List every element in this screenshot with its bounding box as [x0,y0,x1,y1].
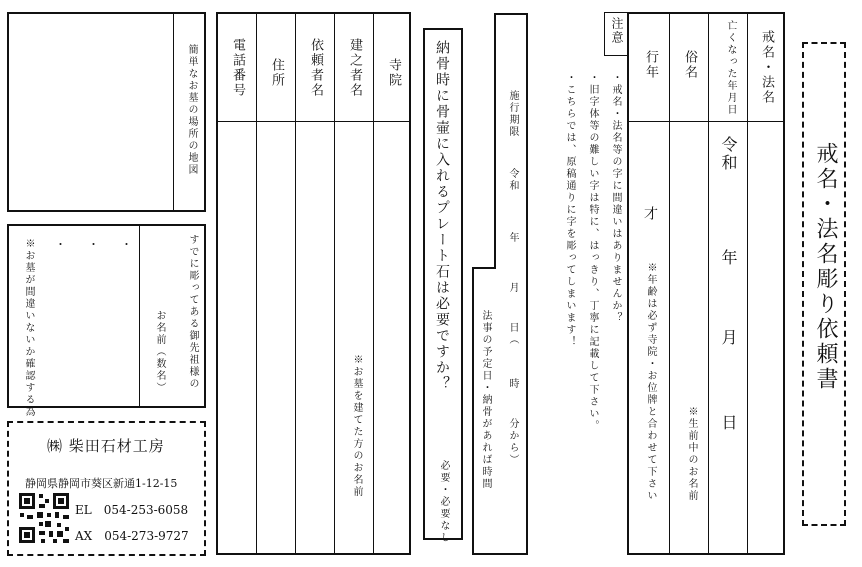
death-date-year: 年 [719,249,738,265]
zokumyo-header: 俗名 [682,50,697,80]
period-hour: 時 [507,378,518,390]
kaimyo-header: 戒名・法名 [759,30,774,105]
map-box [7,12,206,212]
qr-code-icon [17,491,71,545]
builder-header: 建之者名 [347,38,362,98]
period-label: 施行期限 [507,90,518,138]
info-table [216,12,411,555]
death-date-month: 月 [719,329,738,345]
company-name: ㈱ 柴田石材工房 [47,437,165,455]
death-date-day: 日 [719,414,738,430]
gyonen-header: 行年 [643,50,658,80]
ancestors-note: ※お墓が間違いないか確認する為 [23,238,34,418]
period-note: 法事の予定日・納骨があれば時間 [480,310,491,490]
name-note: ※生前中のお名前 [686,406,697,502]
period-reiwa: 令和 [507,168,518,192]
notice-label: 注意 [610,17,624,45]
age-unit: 才 [642,206,658,220]
company-box [7,421,206,556]
notice-line-3: ・こちらでは、原稿通りに字を彫ってしまいます！ [564,72,575,348]
notice-line-2: ・旧字体等の難しい字は特に、はっきり、丁寧に記載して下さい。 [587,72,598,432]
ancestors-box [7,224,206,418]
plate-box [423,28,463,544]
ancestors-label-2: お名前（数名） [154,310,165,394]
temple-header: 寺院 [386,58,401,88]
death-date-reiwa: 令和 [719,136,738,172]
ancestors-label: すでに彫ってある御先祖様の [187,234,198,390]
death-date-header: 亡くなった年月日 [725,20,736,116]
plate-answer: 必要・必要なし [438,460,449,544]
plate-question: 納骨時に骨壷に入れるプレート石は必要ですか？ [434,40,450,392]
kaimyo-table [627,12,785,555]
age-note: ※年齢は必ず寺院・お位牌と合わせて下さい [645,262,656,502]
map-label: 簡単なお墓の場所の地図 [186,44,197,176]
notice-label-box [604,12,628,56]
title-box [802,42,846,526]
company-address: 静岡県静岡市葵区新通1-12-15 [25,477,178,490]
requester-header: 依頼者名 [308,38,323,98]
period-month: 月 [507,282,518,294]
period-year: 年 [507,232,518,244]
ancestors-dots: ・ ・ ・ [55,238,132,251]
form-title: 戒名・法名彫り依頼書 [813,142,838,392]
builder-note: ※お墓を建てた方のお名前 [351,354,362,498]
company-tel: EL 054-253-6058 [75,503,189,517]
phone-header: 電話番号 [230,38,245,98]
period-minute: 分から） [507,418,518,466]
period-day: 日（ [507,322,518,346]
notice-line-1: ・戒名・法名等の字に間違いはありませんか？ [610,72,621,324]
address-header: 住所 [269,58,284,88]
company-fax: AX 054-273-9727 [75,529,189,543]
